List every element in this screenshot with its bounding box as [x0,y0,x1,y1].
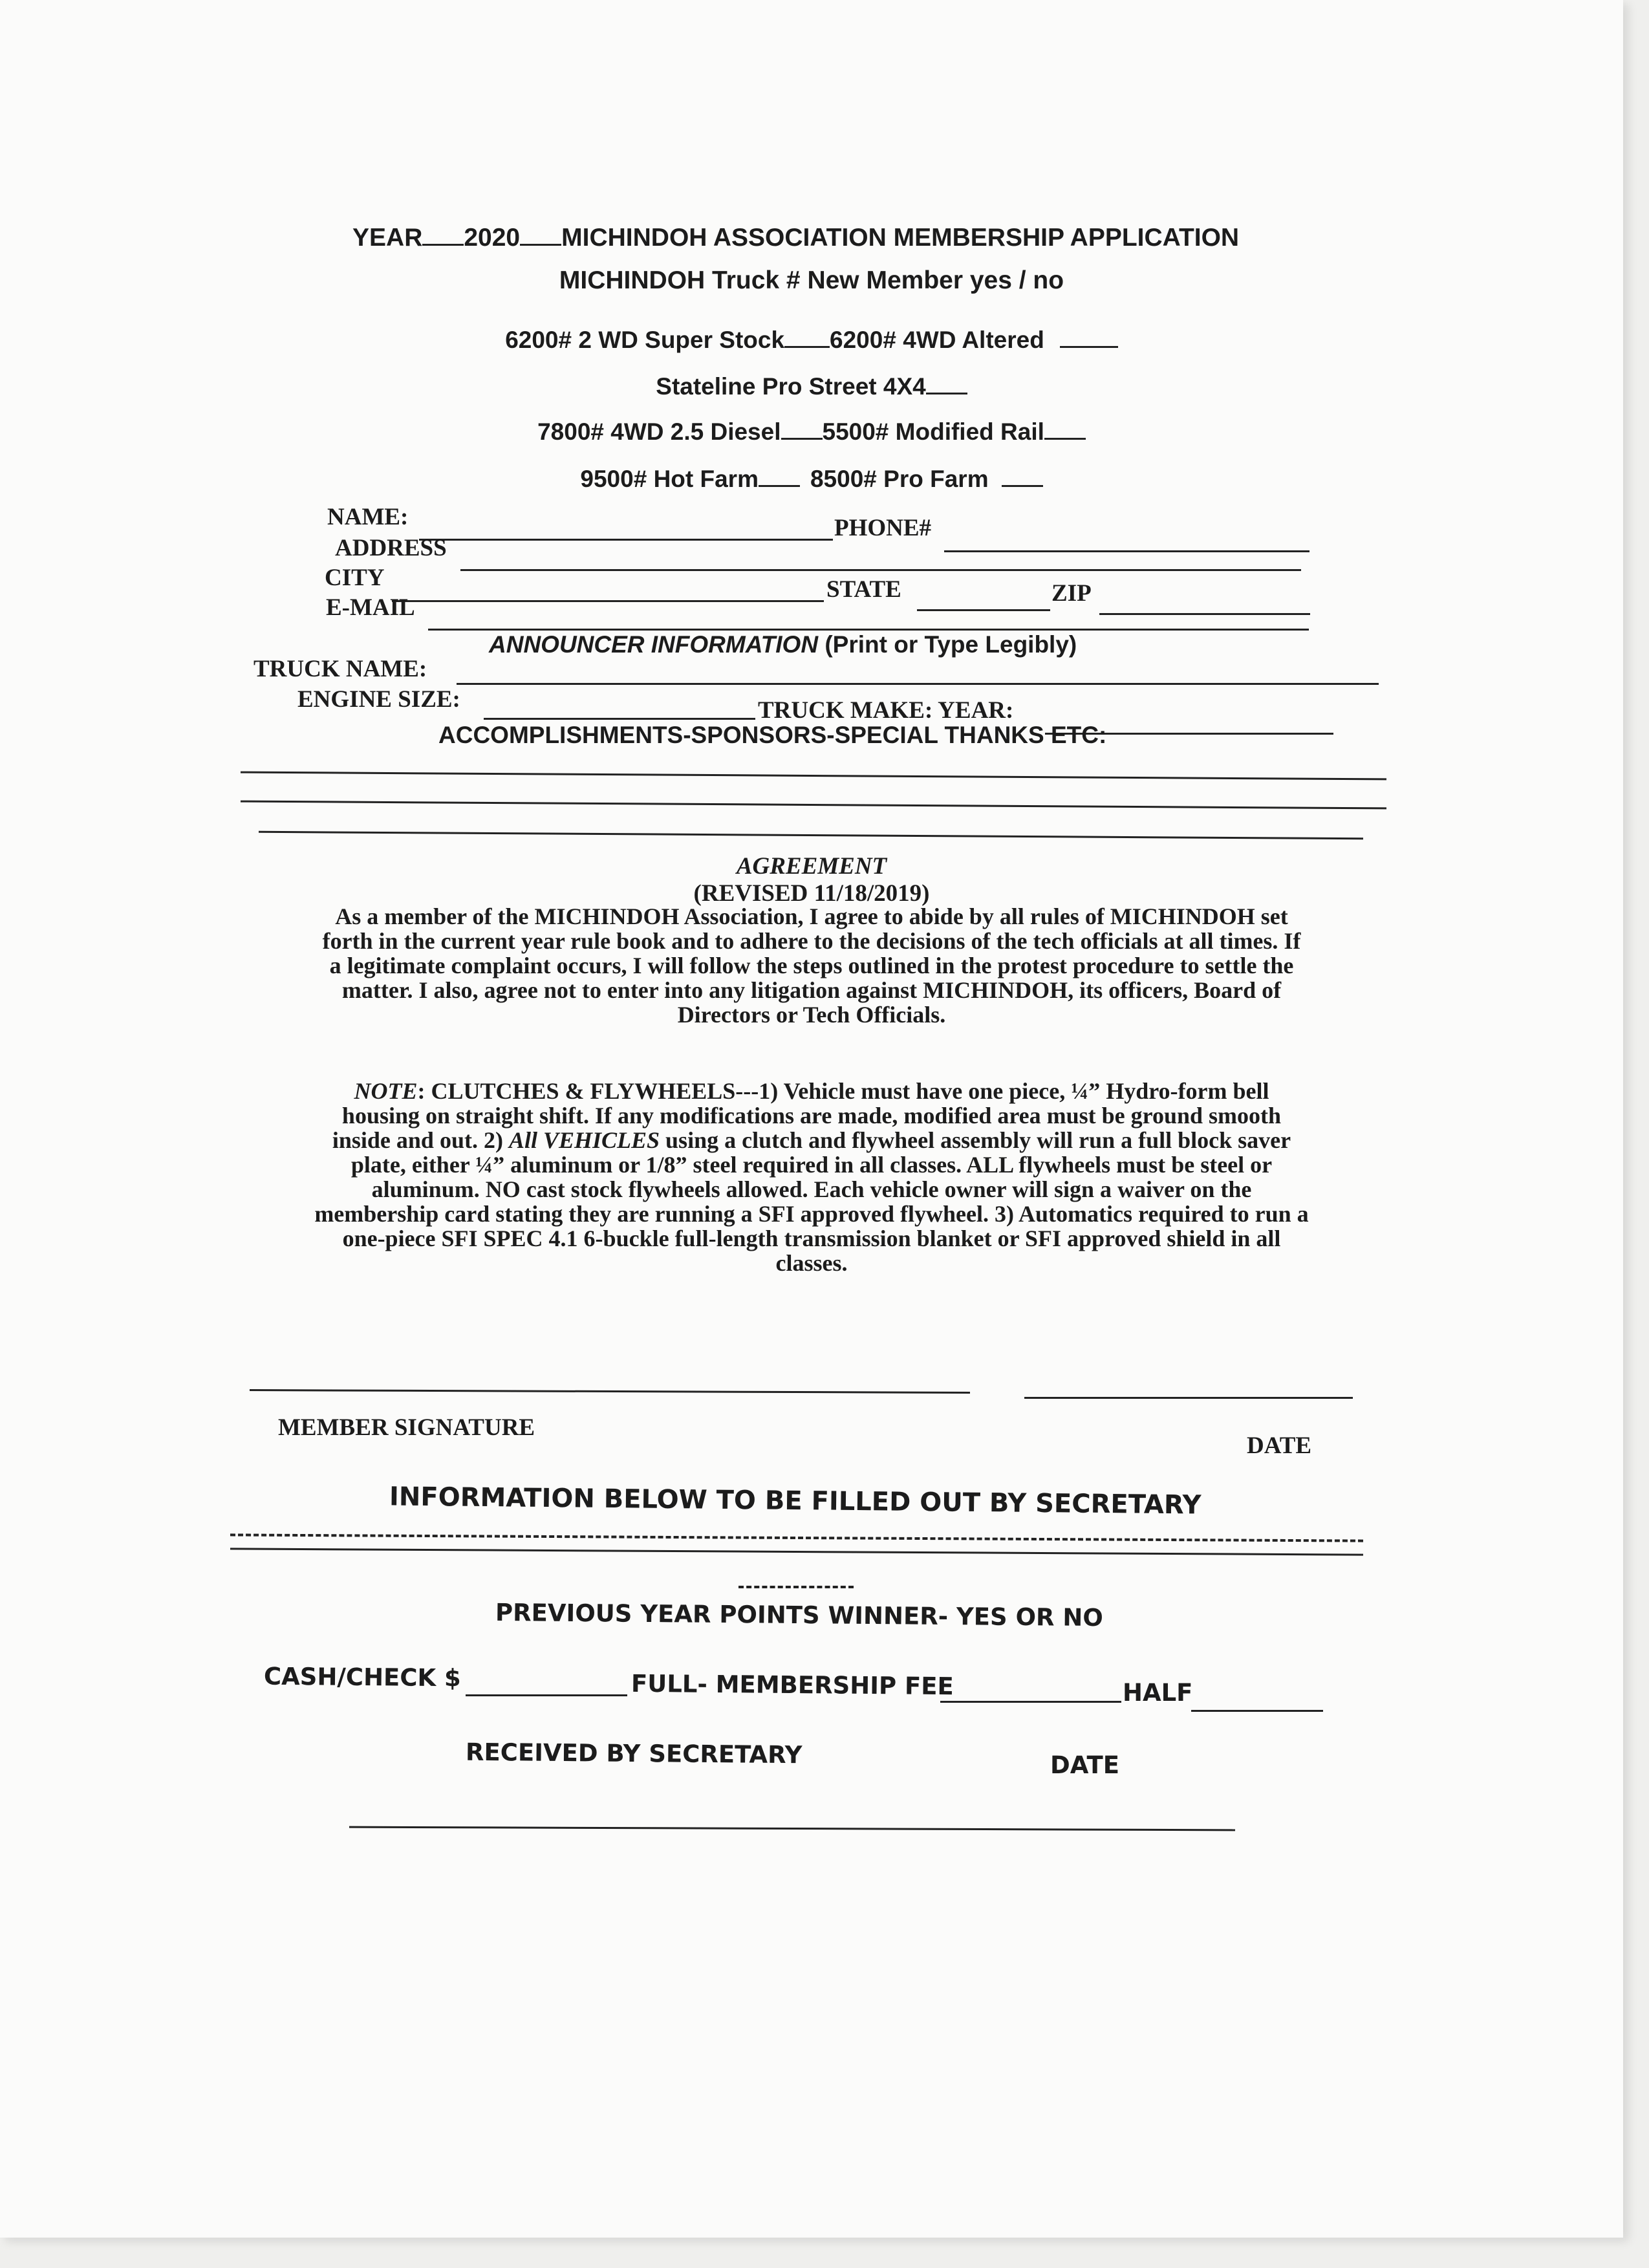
class-altered: 6200# 4WD Altered [830,327,1044,353]
announcer-heading-title: ANNOUNCER INFORMATION [489,631,819,658]
year-label: YEAR [352,224,423,252]
note-line: aluminum. NO cast stock flywheels allowed. Each vehicle owner will sign a waiver on the [371,1176,1252,1202]
class-pro-farm: 8500# Pro Farm [810,466,989,492]
signature-date-label: DATE [1247,1432,1312,1459]
phone-field[interactable] [944,550,1310,552]
truck-name-label: TRUCK NAME: [253,656,427,682]
announcer-heading [489,631,1077,658]
accomplishments-label: ACCOMPLISHMENTS-SPONSORS-SPECIAL THANKS ETC: [438,722,1107,748]
class-pro-farm-blank[interactable] [1002,485,1043,487]
note-line [220,1079,1403,1103]
agreement-line: Directors or Tech Officials. [677,1002,946,1028]
agreement-revised: (REVISED 11/18/2019) [693,880,930,907]
received-by-label: RECEIVED BY SECRETARY [465,1738,803,1769]
city-label: CITY [325,565,385,591]
accomplishments-line-3[interactable] [259,831,1363,839]
year-blank-1[interactable] [422,244,464,246]
class-super-stock: 6200# 2 WD Super Stock [505,327,785,353]
header-subtitle: MICHINDOH Truck # New Member yes / no [559,266,1064,294]
full-membership-field[interactable] [940,1701,1121,1703]
note-line-3-pre: inside and out. 2) [332,1127,509,1153]
state-label: STATE [826,576,901,603]
class-pro-street: Stateline Pro Street 4X4 [656,373,926,400]
zip-label: ZIP [1051,580,1092,607]
half-label: HALF [1123,1679,1193,1707]
class-diesel: 7800# 4WD 2.5 Diesel [537,418,781,445]
note-line: housing on straight shift. If any modifications are made, modified area must be ground smooth [341,1103,1282,1129]
class-altered-blank[interactable] [1060,346,1118,348]
name-field[interactable] [419,539,833,541]
form-title: MICHINDOH ASSOCIATION MEMBERSHIP APPLICATION [561,224,1240,252]
email-field[interactable] [428,629,1309,631]
note-line-3-post: using a clutch and flywheel assembly will run a full block saver [660,1127,1291,1153]
class-row-1 [0,327,1623,354]
agreement-line: As a member of the MICHINDOH Association, I agree to abide by all rules of MICHINDOH set [335,903,1288,929]
accomplishments-line-2[interactable] [241,801,1386,810]
secretary-divider [230,1533,1363,1542]
agreement-line: forth in the current year rule book and to adhere to the decisions of the tech officials at all times. If [322,928,1301,954]
accomplishments-line-1[interactable] [241,772,1386,781]
state-field[interactable] [917,609,1050,611]
secretary-signature-line[interactable] [349,1826,1235,1831]
class-modified-rail-blank[interactable] [1044,438,1086,440]
class-hot-farm-blank[interactable] [759,485,800,487]
note-line: plate, either ¼” aluminum or 1/8” steel required in all classes. ALL flywheels must be steel or [350,1152,1273,1178]
points-winner: PREVIOUS YEAR POINTS WINNER- YES OR NO [495,1598,1103,1632]
email-label: E-MAIL [326,594,415,621]
city-field[interactable] [392,600,824,602]
truck-make-label: TRUCK MAKE: YEAR: [758,697,1014,724]
note-line-3-em: All VEHICLES [508,1127,660,1153]
year-blank-2[interactable] [520,244,561,246]
class-row-4 [0,466,1623,493]
truck-name-field[interactable] [457,683,1379,685]
secretary-heading: INFORMATION BELOW TO BE FILLED OUT BY SECRETARY [389,1482,1202,1520]
engine-size-field[interactable] [484,718,755,720]
member-signature-label: MEMBER SIGNATURE [278,1414,535,1441]
zip-field[interactable] [1099,613,1310,615]
phone-label: PHONE# [834,515,932,541]
header-line-1 [352,224,1239,252]
member-signature-line[interactable] [250,1389,970,1394]
agreement-text [220,904,1403,1027]
agreement-line: matter. I also, agree not to enter into any litigation against MICHINDOH, its officers, Board of [341,977,1282,1003]
address-label: ADDRESS [335,535,447,561]
class-diesel-blank[interactable] [781,438,823,440]
class-row-2 [0,373,1623,400]
agreement-line: a legitimate complaint occurs, I will follow the steps outlined in the protest procedure to settle the [329,953,1294,978]
class-row-3 [0,418,1623,446]
half-field[interactable] [1191,1710,1323,1712]
note-line: classes. [775,1250,848,1276]
agreement-title: AGREEMENT [736,853,887,880]
signature-date-line[interactable] [1024,1397,1353,1399]
note-line-1: : CLUTCHES & FLYWHEELS---1) Vehicle must have one piece, ¼” Hydro-form bell [417,1078,1269,1104]
cash-check-label: CASH/CHECK $ [263,1662,461,1692]
secretary-date-label: DATE [1050,1751,1119,1779]
secretary-divider-solid [230,1548,1363,1555]
announcer-heading-note: (Print or Type Legibly) [824,631,1077,658]
note-line [220,1128,1403,1152]
name-label: NAME: [327,504,409,530]
note-line: membership card stating they are running a SFI approved flywheel. 3) Automatics required to run a [314,1201,1309,1227]
note-line: one-piece SFI SPEC 4.1 6-buckle full-length transmission blanket or SFI approved shield in all [342,1226,1281,1251]
address-field[interactable] [460,569,1301,571]
cash-check-field[interactable] [466,1694,627,1696]
secretary-divider-tail [738,1586,854,1588]
class-hot-farm: 9500# Hot Farm [580,466,759,492]
note-text [220,1079,1403,1275]
class-pro-street-blank[interactable] [926,393,967,394]
class-super-stock-blank[interactable] [784,346,830,348]
class-modified-rail: 5500# Modified Rail [822,418,1044,445]
year-value: 2020 [464,224,521,252]
engine-size-label: ENGINE SIZE: [297,686,460,713]
full-membership-label: FULL- MEMBERSHIP FEE [630,1669,954,1701]
note-label: NOTE [354,1078,418,1104]
